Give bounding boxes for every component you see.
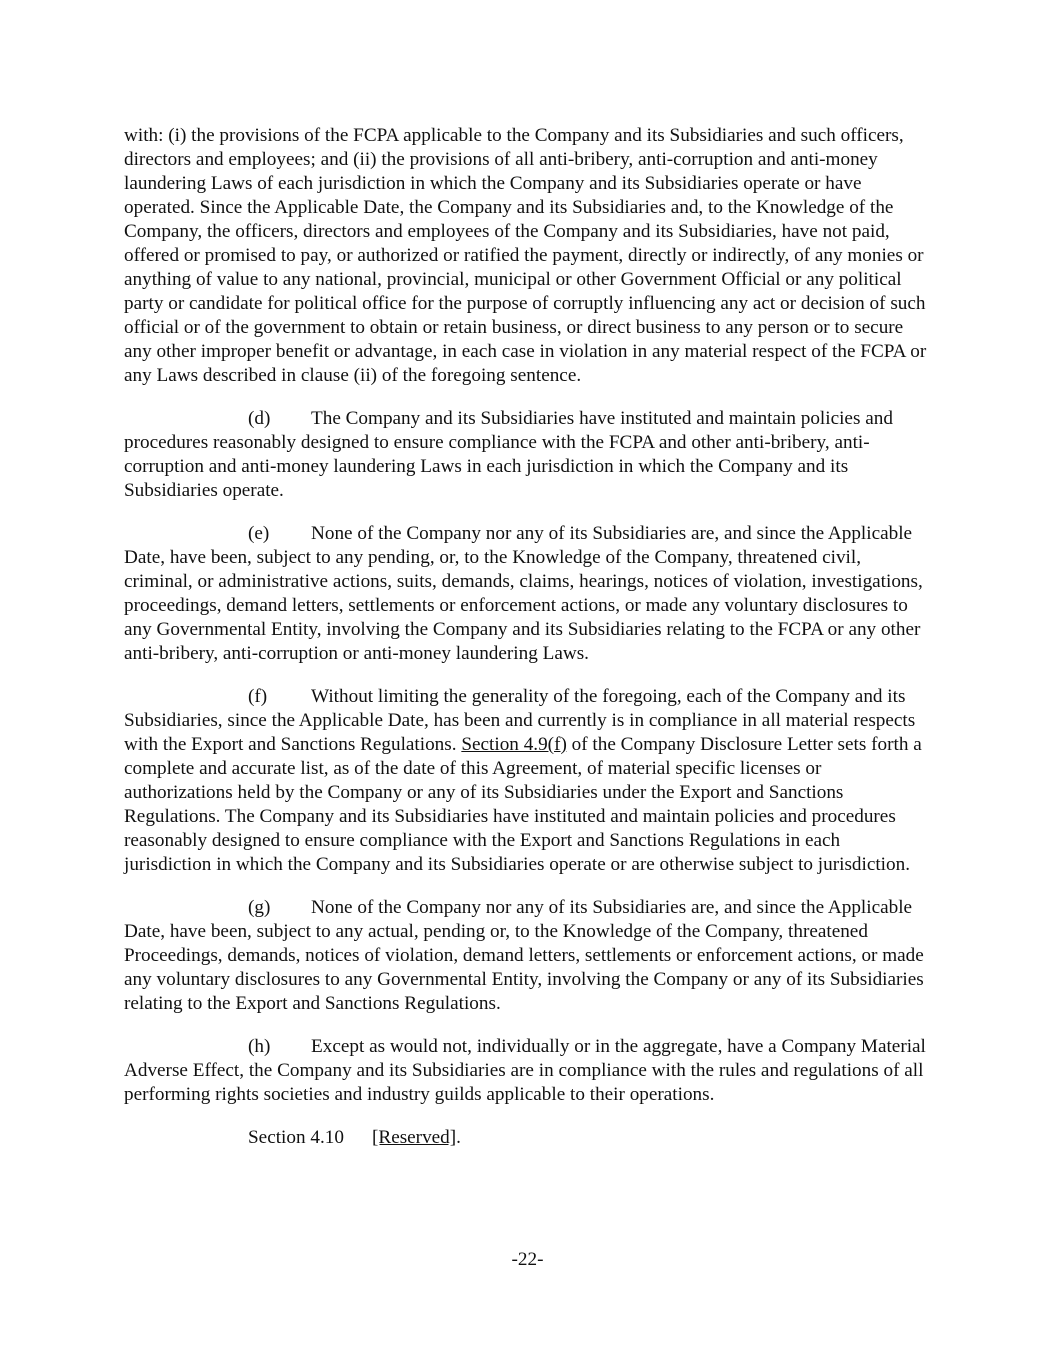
paragraph-h-label: (h) — [248, 1036, 271, 1057]
paragraph-g-label: (g) — [248, 897, 271, 918]
paragraph-h — [124, 1035, 930, 1107]
paragraph-e — [124, 522, 930, 666]
section-heading — [248, 1126, 930, 1150]
paragraph-e-label: (e) — [248, 523, 270, 544]
paragraph-f-text-after: of the Company Disclosure Letter sets forth a complete and accurate list, as of the date of this Agreement, of material specific licenses or authorizations held by the Company or any of its Subsidiaries under the Export and Sanctions Regulations. The Company and its Subsidiaries have instituted and maintain policies and procedures reasonably designed to ensure compliance with the Export and Sanctions Regulations in each jurisdiction in which the Company and its Subsidiaries operate or are otherwise subject to jurisdiction. — [124, 734, 922, 875]
paragraph-f — [124, 685, 930, 877]
paragraph-h-text: Except as would not, individually or in the aggregate, have a Company Material Adverse Effect, the Company and its Subsidiaries are in compliance with the rules and regulations of all performing rights societies and industry guilds applicable to their operations. — [124, 1036, 926, 1105]
paragraph-d — [124, 407, 930, 503]
section-title-period: . — [456, 1127, 461, 1148]
paragraph-f-text-before: Without limiting the generality of the foregoing, each of the Company and its Subsidiaries, since the Applicable Date, has been and currently is in compliance in all material respects with the Export and Sanctions Regulations. — [124, 686, 916, 755]
page-number: -22- — [511, 1249, 544, 1270]
paragraph-intro — [124, 124, 930, 388]
document-page — [124, 124, 930, 1150]
section-reference-4-9-f: Section 4.9(f) — [461, 734, 567, 755]
section-title: [Reserved] — [372, 1127, 457, 1148]
paragraph-d-label: (d) — [248, 408, 271, 429]
paragraph-g — [124, 896, 930, 1016]
paragraph-f-label: (f) — [248, 686, 268, 707]
paragraph-d-text: The Company and its Subsidiaries have instituted and maintain policies and procedures reasonably designed to ensure compliance with the FCPA and other anti-bribery, anti-corruption and anti-money laundering Laws in each jurisdiction in which the Company and its Subsidiaries operate. — [124, 408, 893, 501]
paragraph-intro-text: with: (i) the provisions of the FCPA applicable to the Company and its Subsidiaries and such officers, directors and employees; and (ii) the provisions of all anti-bribery, anti-corruption and anti-money laundering Laws of each jurisdiction in which the Company and its Subsidiaries operate or have operated. Since the Applicable Date, the Company and its Subsidiaries and, to the Knowledge of the Company, the officers, directors and employees of the Company and its Subsidiaries, have not paid, offered or promised to pay, or authorized or ratified the payment, directly or indirectly, of any monies or anything of value to any national, provincial, municipal or other Government Official or any political party or candidate for political office for the purpose of corruptly influencing any act or decision of such official or of the government to obtain or retain business, or direct business to any person or to secure any other improper benefit or advantage, in each case in violation in any material respect of the FCPA or any Laws described in clause (ii) of the foregoing sentence. — [124, 125, 927, 386]
paragraph-g-text: None of the Company nor any of its Subsidiaries are, and since the Applicable Date, have been, subject to any actual, pending or, to the Knowledge of the Company, threatened Proceedings, demands, notices of violation, demand letters, settlements or enforcement actions, or made any voluntary disclosures to any Governmental Entity, involving the Company or any of its Subsidiaries relating to the Export and Sanctions Regulations. — [124, 897, 924, 1014]
paragraph-e-text: None of the Company nor any of its Subsidiaries are, and since the Applicable Date, have been, subject to any pending, or, to the Knowledge of the Company, threatened civil, criminal, or administrative actions, suits, demands, claims, hearings, notices of violation, investigations, proceedings, demand letters, settlements or enforcement actions, or made any voluntary disclosures to any Governmental Entity, involving the Company and its Subsidiaries relating to the FCPA or any other anti-bribery, anti-corruption or anti-money laundering Laws. — [124, 523, 923, 664]
section-number: Section 4.10 — [248, 1127, 344, 1148]
